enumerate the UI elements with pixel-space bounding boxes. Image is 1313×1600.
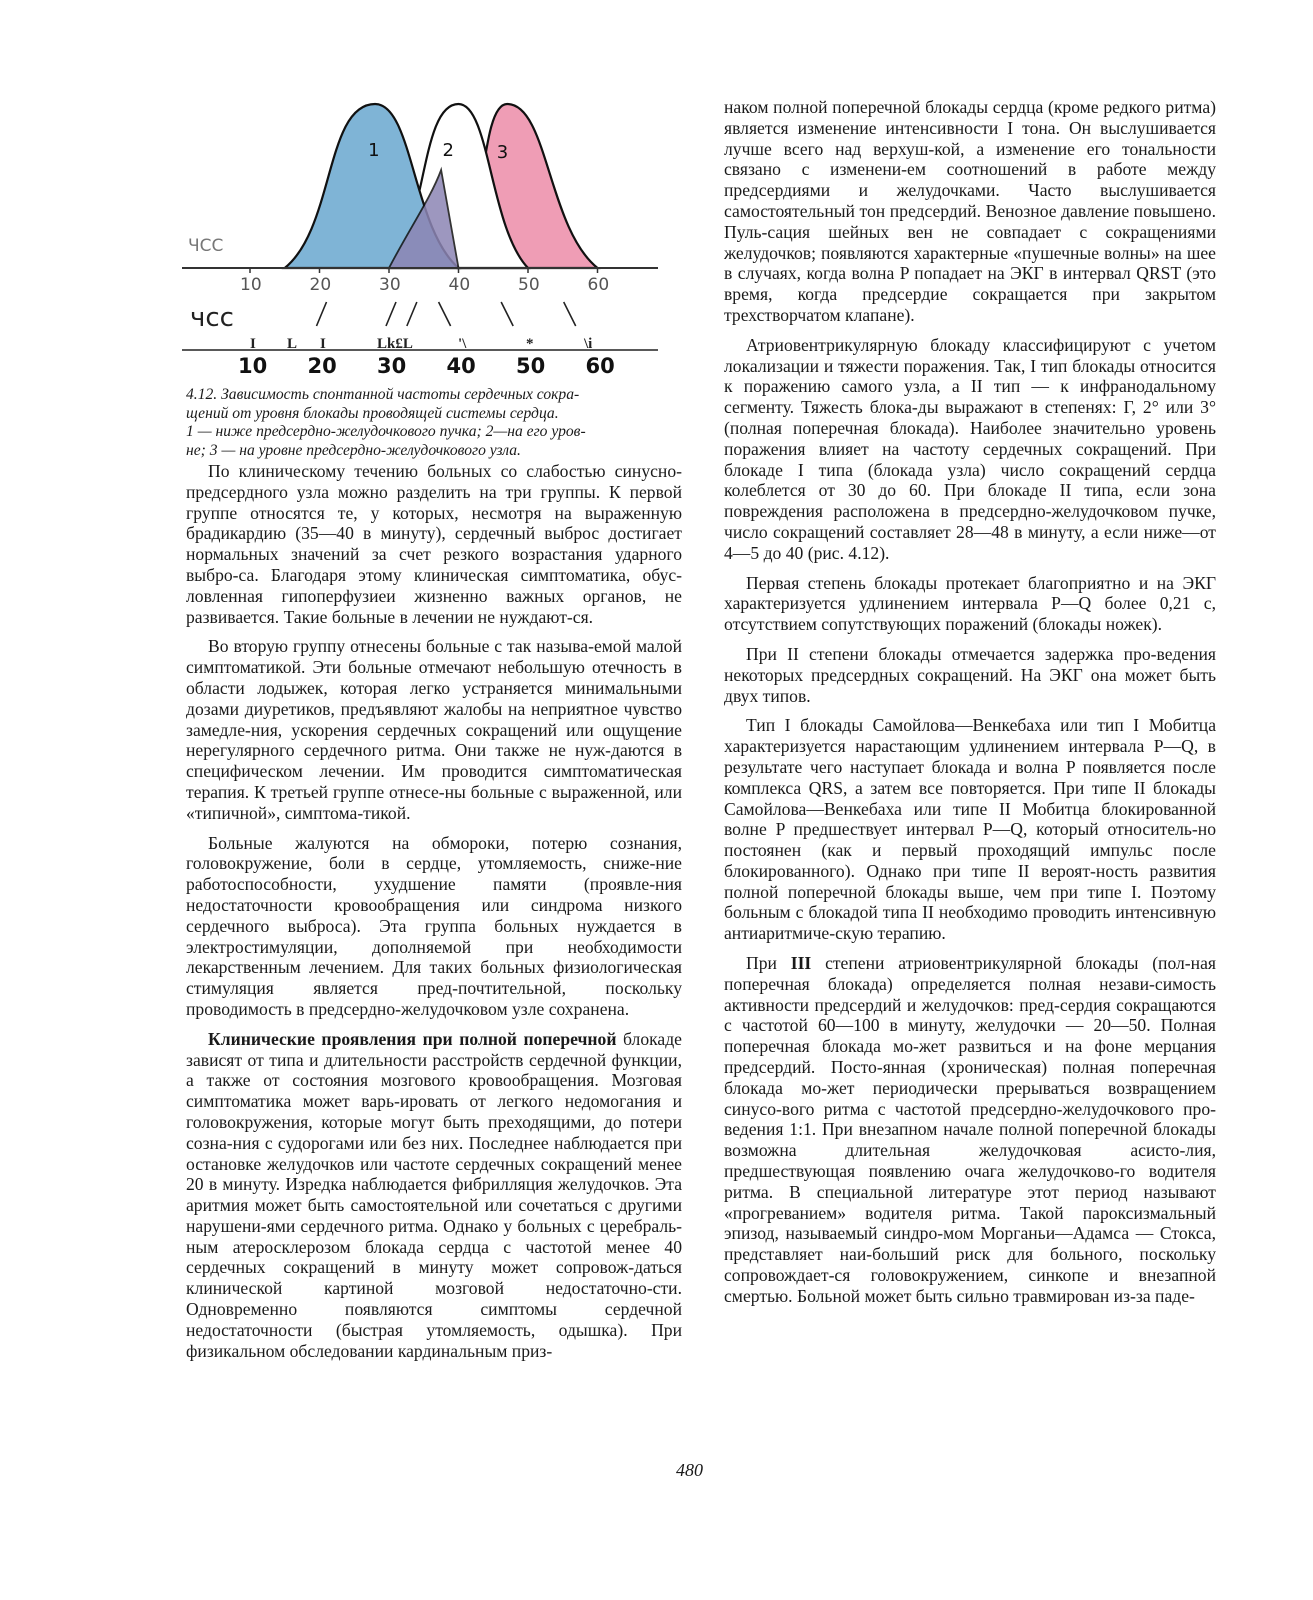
tick-label-top: 30 [379, 275, 401, 295]
slash-mark [317, 302, 327, 326]
curve-label-1: 1 [368, 140, 380, 161]
bold-lead: Клинические проявления при полной поперечной [208, 1028, 617, 1049]
slash-mark [386, 302, 396, 326]
tick-label-top: 40 [448, 275, 471, 295]
garbled-mark: '\ [458, 336, 467, 352]
paragraph [724, 953, 1216, 1307]
paragraph: Во вторую группу отнесены больные с так называ-емой малой симптоматикой. Эти больные отмечают небольшую отечность в области лодыжек, которая легко устраняется минимальными дозами диуретиков, предъявляют жалобы на неприятное чувство замедле-ния, ускорения сердечных сокращений или ощущение нерегулярного сердечного ритма. Они также не нуж-даются в специфическом лечении. Им проводится симптоматическая терапия. К третьей группе отнесе-ны больные с выраженной, или «типичной», симптома-тикой. [186, 636, 682, 823]
bold-degree: III [790, 953, 812, 974]
caption-line: 4.12. Зависимость спонтанной частоты сердечных сокра- [186, 386, 580, 403]
page-number: 480 [676, 1460, 703, 1480]
paragraph: По клиническому течению больных со слабостью синусно-предсердного узла можно разделить на три группы. К первой группе относятся те, у которых, несмотря на выраженную брадикардию (35—40 в минуту), сердечный выброс достигает нормальных значений за счет резкого возрастания ударного выбро-са. Благодаря этому клиническая симптоматика, обус-ловленная гипоперфузиеи жизненно важных органов, не развивается. Такие больные в лечении не нуждают-ся. [186, 461, 682, 627]
caption-line: не; 3 — на уровне предсердно-желудочкового узла. [186, 441, 521, 459]
slash-mark [407, 302, 417, 326]
tick-label-bottom: 30 [377, 354, 407, 378]
tick-label-top: 10 [240, 275, 262, 295]
paragraph: Атриовентрикулярную блокаду классифицируют с учетом локализации и тяжести поражения. Так, I тип блокады относится к поражению самого узла, а II тип — к инфранодальному сегменту. Тяжесть блока-ды выражают в степенях: Г, 2° или 3° (полная поперечная блокада). Наиболее значительно уровень поражения влияет на частоту сердечных сокращений. При блокаде I типа (блокада узла) число сокращений сердца колеблется от 30 до 60. При блокаде II типа, если зона повреждения расположена в предсердно-желудочковом пучке, число сокращений составляет 28—48 в минуту, а если ниже—от 4—5 до 40 (рис. 4.12). [724, 334, 1216, 563]
tick-label-bottom: 50 [516, 354, 546, 378]
axis-label-bottom: чсс [190, 303, 234, 333]
slash-mark [501, 302, 513, 326]
paragraph-body: степени атриовентрикулярной блокады (пол-ная поперечная блокада) определяется полная незави-симость активности предсердий и желудочков: пред-сердия сокращаются с частотой 60—100 в минуту, желудочки — 20—50. Полная поперечная блокада мо-жет развиться и на фоне мерцания предсердий. Посто-янная (хроническая) полная поперечная блокада мо-жет периодически прерываться возвращением синусо-вого ритма с частотой предсердно-желудочкового про-ведения 1:1. При внезапном начале полной поперечной блокады возможна длительная желудочковая асисто-лия, предшествующая появлению очага желудочково-го водителя ритма. В специальной литературе этот период называют «прогреванием» водителя ритма. Такой пароксизмальный эпизод, называемый синдро-мом Морганьи—Адамса — Стокса, представляет наи-больший риск для больного, поскольку сопровождает-ся головокружением, синкопе и внезапной смертью. Больной может быть сильно травмирован из-за паде- [724, 953, 1216, 1306]
slash-mark [439, 302, 451, 326]
paragraph-body: блокаде зависят от типа и длительности расстройств сердечной функции, а также от состояния мозгового кровообращения. Мозговая симптоматика может варь-ировать от легкого недомогания и головокружения, которые могут быть преходящими, до потери созна-ния с судорогами или без них. Последнее наблюдается при остановке желудочков или частоте сердечных сокращений менее 20 в минуту. Изредка наблюдается фибрилляция желудочков. Эта аритмия может быть самостоятельной или сочетаться с другими нарушени-ями сердечного ритма. Однако у больных с церебраль-ным атеросклерозом блокада сердца с частотой менее 40 сердечных сокращений в минуту может сопровож-даться клинической картиной мозговой недостаточно-сти. Одновременно появляются симптомы сердечной недостаточности (быстрая утомляемость, одышка). При физикальном обследовании кардинальным приз- [186, 1028, 682, 1361]
caption-line: 1 — ниже предсердно-желудочкового пучка; 2—на его уров- [186, 423, 586, 441]
paragraph: Первая степень блокады протекает благоприятно и на ЭКГ характеризуется удлинением интервала P—Q более 0,21 с, отсутствием сопутствующих поражений (блокады ножек). [724, 572, 1216, 635]
slash-mark [564, 302, 576, 326]
tick-label-bottom: 10 [238, 354, 268, 378]
garbled-mark: Lk£L [377, 336, 413, 352]
caption-line: щений от уровня блокады проводящей системы сердца. [186, 404, 559, 422]
frequency-chart [182, 98, 680, 398]
garbled-mark: L [287, 336, 298, 352]
garbled-mark: I [250, 336, 256, 352]
left-column [186, 461, 682, 1370]
paragraph: Тип I блокады Самойлова—Венкебаха или тип I Мобитца характеризуется нарастающим удлинением интервала P—Q, в результате чего наступает блокада и волна P появляется после комплекса QRS, а затем все повторяется. При типе II блокады Самойлова—Венкебаха или типе II Мобитца блокированной волне P предшествует интервал P—Q, который относитель-но постоянен (как и первый проходящий импульс после блокированного). Однако при типе II вероят-ность развития полной поперечной блокады выше, чем при типе I. Поэтому больным с блокадой типа II необходимо проводить интенсивную антиаритмиче-скую терапию. [724, 715, 1216, 944]
figure-4-12 [182, 98, 680, 398]
tick-label-bottom: 60 [585, 354, 615, 378]
axis-label-top: ЧСС [188, 236, 224, 256]
paragraph-lead: При [746, 953, 777, 974]
garbled-mark: * [526, 336, 534, 352]
tick-label-bottom: 40 [446, 354, 476, 378]
tick-label-top: 50 [518, 275, 540, 295]
tick-label-top: 60 [587, 275, 610, 295]
paragraph: Больные жалуются на обмороки, потерю сознания, головокружение, боли в сердце, утомляемость, сниже-ние работоспособности, ухудшение памяти (проявле-ния недостаточности кровообращения или синдрома низкого сердечного выброса). Эта группа больных нуждается в электростимуляции, дополняемой при необходимости лекарственным лечением. Для таких больных физиологическая стимуляция является пред-почтительной, поскольку проводимость в предсердно-желудочковом узле сохранена. [186, 832, 682, 1019]
curve-label-2: 2 [442, 140, 454, 161]
right-column [724, 97, 1216, 1316]
curve-label-3: 3 [496, 142, 509, 163]
figure-caption [186, 386, 686, 460]
garbled-mark: I [320, 336, 326, 352]
paragraph: наком полной поперечной блокады сердца (кроме редкого ритма) является изменение интенсивности I тона. Он выслушивается лучше всего над верхуш-кой, а изменение его тональности связано с изменени-ем соотношений в работе между предсердиями и желудочками. Часто выслушивается самостоятельный тон предсердий. Венозное давление повышено. Пуль-сация шейных вен не совпадает с сокращениями желудочков; появляются характерные «пушечные волны» на шее в случаях, когда волна P попадает на ЭКГ в интервал QRST (это время, когда предсердие сокращается при закрытом трехстворчатом клапане). [724, 97, 1216, 325]
tick-label-top: 20 [309, 275, 332, 295]
garbled-mark: \i [584, 336, 593, 352]
paragraph: При II степени блокады отмечается задержка про-ведения некоторых предсердных сокращений. На ЭКГ она может быть двух типов. [724, 643, 1216, 706]
tick-label-bottom: 20 [307, 354, 337, 378]
paragraph [186, 1029, 682, 1362]
